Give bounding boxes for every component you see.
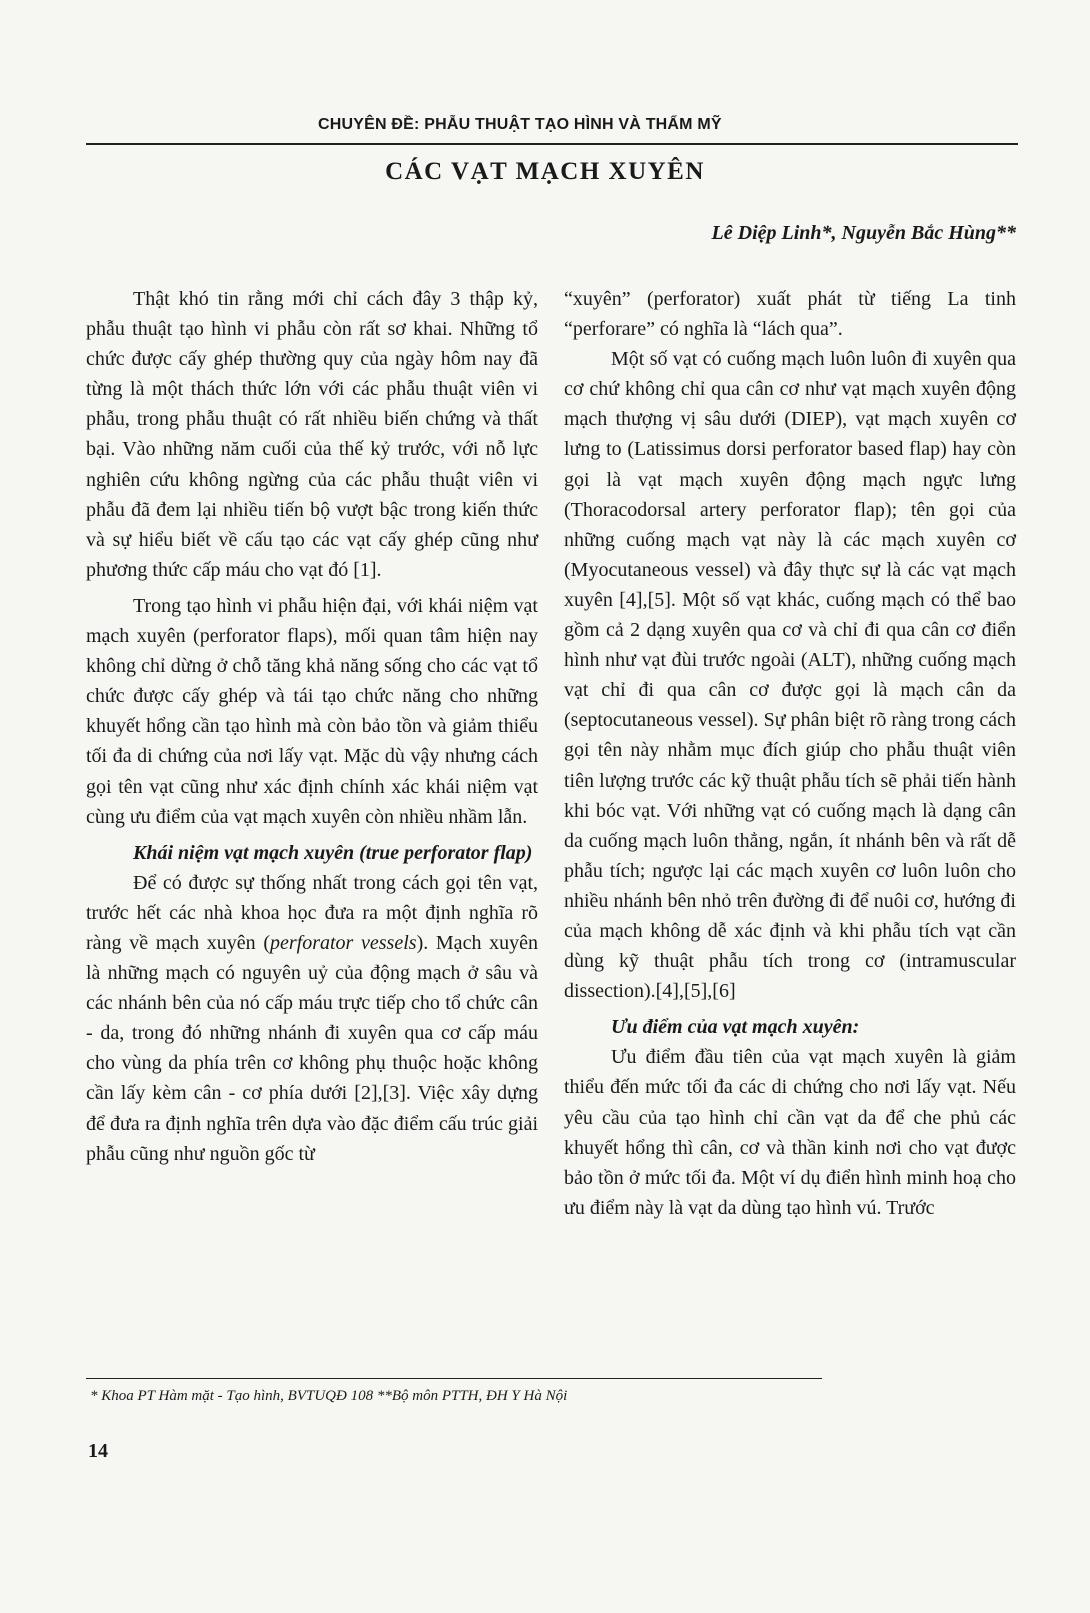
- definition-text-end: ). Mạch xuyên là những mạch có nguyên uỷ của động mạch ở sâu và các nhánh bên của nó cấp máu trực tiếp cho tổ chức cân - da, trong đó những nhánh đi xuyên qua cơ cấp máu cho vùng da phía trên cơ không phụ thuộc hoặc không cần lấy kèm cân - cơ phía dưới [2],[3]. Việc xây dựng để đưa ra định nghĩa trên dựa vào đặc điểm cấu trúc giải phẫu cũng như nguồn gốc từ: [86, 931, 538, 1165]
- section-heading-definition: Khái niệm vạt mạch xuyên (true perforator flap): [133, 841, 533, 864]
- paragraph-definition-continued: “xuyên” (perforator) xuất phát từ tiếng La tinh “perforare” có nghĩa là “lách qua”.: [564, 288, 1016, 341]
- definition-term: perforator vessels: [270, 931, 417, 954]
- author-affiliation-footnote: * Khoa PT Hàm mặt - Tạo hình, BVTUQĐ 108 **Bộ môn PTTH, ĐH Y Hà Nội: [90, 1388, 568, 1404]
- paragraph-definition: [86, 868, 538, 1169]
- left-column: [86, 284, 538, 1169]
- article-title: CÁC VẠT MẠCH XUYÊN: [385, 158, 705, 185]
- section-heading-advantages: Ưu điểm của vạt mạch xuyên:: [611, 1016, 860, 1039]
- paragraph-intro: Thật khó tin rằng mới chỉ cách đây 3 thập kỷ, phẫu thuật tạo hình vi phẫu còn rất sơ khai. Những tổ chức được cấy ghép thường quy của ngày hôm nay đã từng là một thách thức lớn với các phẫu thuật viên vi phẫu, trong phẫu thuật có rất nhiều biến chứng và thất bại. Vào những năm cuối của thế kỷ trước, với nỗ lực nghiên cứu không ngừng của các phẫu thuật viên vi phẫu đã đem lại nhiều tiến bộ vượt bậc trong kiến thức và sự hiểu biết về cấu tạo các vạt cấy ghép cũng như phương thức cấp máu cho vạt đó [1].: [86, 288, 538, 581]
- paragraph-modern-microsurgery: Trong tạo hình vi phẫu hiện đại, với khái niệm vạt mạch xuyên (perforator flaps), mối quan tâm hiện nay không chỉ dừng ở chỗ tăng khả năng sống cho các vạt tổ chức được cấy ghép và tái tạo chức năng cho những khuyết hổng cần tạo hình mà còn bảo tồn và giảm thiểu tối đa di chứng của nơi lấy vạt. Mặc dù vậy nhưng cách gọi tên vạt cũng như xác định chính xác khái niệm vạt cùng ưu điểm của vạt mạch xuyên còn nhiều nhầm lẫn.: [86, 594, 538, 828]
- running-header-title: CHUYÊN ĐỀ: PHẪU THUẬT TẠO HÌNH VÀ THẨM MỸ: [318, 116, 722, 133]
- paragraph-flap-types: Một số vạt có cuống mạch luôn luôn đi xuyên qua cơ chứ không chỉ qua cân cơ như vạt mạch xuyên động mạch thượng vị sâu dưới (DIEP), vạt mạch xuyên cơ lưng to (Latissimus dorsi perforator based flap) hay còn gọi là vạt mạch xuyên động mạch ngực lưng (Thoracodorsal artery perforator flap); tên gọi của những cuống mạch vạt này là các mạch xuyên cơ (Myocutaneous vessel) và đây thực sự là các vạt mạch xuyên [4],[5]. Một số vạt khác, cuống mạch có thể bao gồm cả 2 dạng xuyên qua cơ và chỉ đi qua cân cơ điển hình như vạt đùi trước ngoài (ALT), những cuống mạch vạt chỉ đi qua cân cơ được gọi là mạch cân da (septocutaneous vessel). Sự phân biệt rõ ràng trong cách gọi tên này nhằm mục đích giúp cho phẫu thuật viên tiên lượng trước các kỹ thuật phẫu tích sẽ phải tiến hành khi bóc vạt. Với những vạt có cuống mạch là dạng cân da cuống mạch luôn thẳng, ngắn, ít nhánh bên và rất dễ phẫu tích; ngược lại các mạch xuyên cơ luôn luôn cho nhiều nhánh bên nhỏ trên đường đi để nuôi cơ, hướng đi của mạch không dễ xác định và khi phẫu tích vạt cần dùng kỹ thuật phẫu tích trong cơ (intramuscular dissection).[4],[5],[6]: [564, 348, 1016, 1003]
- right-column: [564, 284, 1016, 1223]
- author-line: Lê Diệp Linh*, Nguyễn Bắc Hùng**: [711, 222, 1016, 244]
- footnote-rule: [86, 1378, 822, 1379]
- definition-text-start: Để có được sự thống nhất trong cách gọi tên vạt, trước hết các nhà khoa học đưa ra một định nghĩa rõ ràng về mạch xuyên (: [86, 871, 538, 954]
- page-number: 14: [88, 1440, 108, 1462]
- paragraph-advantages: Ưu điểm đầu tiên của vạt mạch xuyên là giảm thiểu đến mức tối đa các di chứng cho nơi lấy vạt. Nếu yêu cầu của tạo hình chỉ cần vạt da để che phủ các khuyết hổng thì cân, cơ và thần kinh nơi cho vạt được bảo tồn ở mức tối đa. Một ví dụ điển hình minh hoạ cho ưu điểm này là vạt da dùng tạo hình vú. Trước: [564, 1046, 1016, 1219]
- header-rule: [86, 143, 1018, 145]
